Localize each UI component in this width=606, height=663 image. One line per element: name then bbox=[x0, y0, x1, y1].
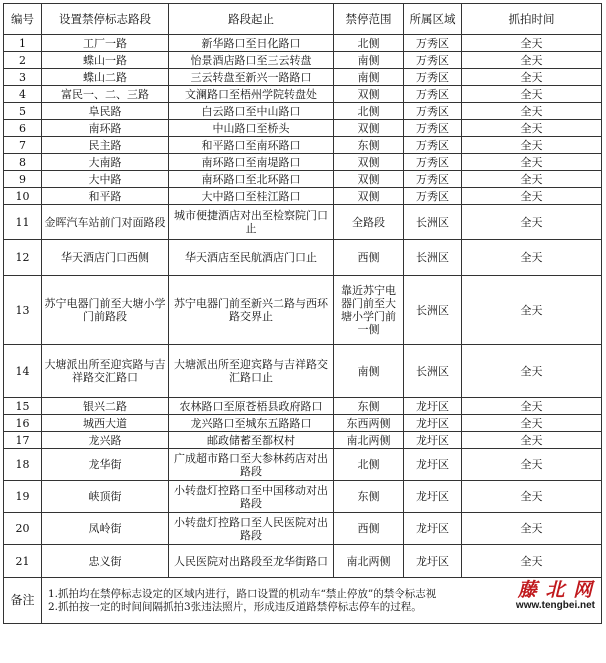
no-parking-table bbox=[3, 3, 602, 624]
note-line-1: 1.抓拍均在禁停标志设定的区域内进行，路口设置的机动车“禁止停放”的禁令标志视 bbox=[48, 587, 437, 600]
cell-time: 全天 bbox=[462, 345, 602, 398]
cell-road: 城西大道 bbox=[42, 415, 169, 432]
cell-road: 大塘派出所至迎宾路与吉祥路交汇路口 bbox=[42, 345, 169, 398]
cell-road: 蝶山二路 bbox=[42, 69, 169, 86]
cell-time: 全天 bbox=[462, 86, 602, 103]
cell-district: 万秀区 bbox=[404, 69, 462, 86]
cell-time: 全天 bbox=[462, 205, 602, 240]
cell-time: 全天 bbox=[462, 449, 602, 481]
cell-time: 全天 bbox=[462, 240, 602, 276]
cell-scope: 双侧 bbox=[334, 86, 404, 103]
cell-time: 全天 bbox=[462, 276, 602, 345]
table-row bbox=[4, 86, 602, 103]
cell-district: 龙圩区 bbox=[404, 513, 462, 545]
cell-segment: 大中路口至桂江路口 bbox=[169, 188, 334, 205]
cell-road: 蝶山一路 bbox=[42, 52, 169, 69]
cell-num: 13 bbox=[4, 276, 42, 345]
watermark-logo: 藤 北 网 bbox=[517, 579, 594, 601]
cell-district: 万秀区 bbox=[404, 137, 462, 154]
header-time: 抓拍时间 bbox=[462, 4, 602, 35]
cell-segment: 小转盘灯控路口至人民医院对出路段 bbox=[169, 513, 334, 545]
cell-segment: 和平路口至南环路口 bbox=[169, 137, 334, 154]
cell-segment: 南环路口至北环路口 bbox=[169, 171, 334, 188]
cell-scope: 南侧 bbox=[334, 52, 404, 69]
cell-road: 龙华街 bbox=[42, 449, 169, 481]
cell-segment: 城市便捷酒店对出至检察院门口止 bbox=[169, 205, 334, 240]
table-row bbox=[4, 171, 602, 188]
cell-scope: 西侧 bbox=[334, 240, 404, 276]
cell-segment: 农林路口至原苍梧县政府路口 bbox=[169, 398, 334, 415]
cell-road: 大南路 bbox=[42, 154, 169, 171]
header-district: 所属区域 bbox=[404, 4, 462, 35]
cell-road: 南环路 bbox=[42, 120, 169, 137]
table-row bbox=[4, 205, 602, 240]
cell-time: 全天 bbox=[462, 154, 602, 171]
cell-num: 19 bbox=[4, 481, 42, 513]
cell-road: 峡顶街 bbox=[42, 481, 169, 513]
cell-scope: 双侧 bbox=[334, 154, 404, 171]
cell-segment: 文澜路口至梧州学院转盘处 bbox=[169, 86, 334, 103]
cell-scope: 南北两侧 bbox=[334, 432, 404, 449]
cell-district: 万秀区 bbox=[404, 188, 462, 205]
table-row bbox=[4, 137, 602, 154]
cell-num: 2 bbox=[4, 52, 42, 69]
cell-segment: 广成超市路口至大参林药店对出路段 bbox=[169, 449, 334, 481]
table-row bbox=[4, 415, 602, 432]
header-segment: 路段起止 bbox=[169, 4, 334, 35]
cell-scope: 北侧 bbox=[334, 103, 404, 120]
cell-road: 龙兴路 bbox=[42, 432, 169, 449]
cell-segment: 中山路口至桥头 bbox=[169, 120, 334, 137]
table-row bbox=[4, 188, 602, 205]
cell-scope: 全路段 bbox=[334, 205, 404, 240]
cell-segment: 怡景酒店路口至三云转盘 bbox=[169, 52, 334, 69]
table-row bbox=[4, 481, 602, 513]
cell-num: 6 bbox=[4, 120, 42, 137]
cell-road: 忠义街 bbox=[42, 545, 169, 578]
cell-district: 万秀区 bbox=[404, 103, 462, 120]
cell-scope: 北侧 bbox=[334, 35, 404, 52]
cell-district: 龙圩区 bbox=[404, 449, 462, 481]
cell-scope: 南侧 bbox=[334, 69, 404, 86]
table-row bbox=[4, 120, 602, 137]
cell-road: 阜民路 bbox=[42, 103, 169, 120]
cell-num: 8 bbox=[4, 154, 42, 171]
cell-scope: 东侧 bbox=[334, 137, 404, 154]
table-row bbox=[4, 240, 602, 276]
header-road: 设置禁停标志路段 bbox=[42, 4, 169, 35]
cell-num: 21 bbox=[4, 545, 42, 578]
cell-district: 龙圩区 bbox=[404, 481, 462, 513]
cell-num: 9 bbox=[4, 171, 42, 188]
cell-num: 20 bbox=[4, 513, 42, 545]
cell-road: 民主路 bbox=[42, 137, 169, 154]
cell-num: 15 bbox=[4, 398, 42, 415]
header-num: 编号 bbox=[4, 4, 42, 35]
note-line-2: 2.抓拍按一定的时间间隔抓拍3张违法照片，形成违反道路禁停标志停车的过程。 bbox=[48, 600, 422, 613]
cell-road: 大中路 bbox=[42, 171, 169, 188]
table-row bbox=[4, 513, 602, 545]
cell-scope: 双侧 bbox=[334, 120, 404, 137]
cell-district: 万秀区 bbox=[404, 86, 462, 103]
notes-row bbox=[4, 578, 602, 624]
cell-road: 和平路 bbox=[42, 188, 169, 205]
table-row bbox=[4, 545, 602, 578]
cell-district: 龙圩区 bbox=[404, 398, 462, 415]
notes-content bbox=[42, 578, 602, 624]
cell-road: 华天酒店门口西侧 bbox=[42, 240, 169, 276]
table-row bbox=[4, 345, 602, 398]
cell-time: 全天 bbox=[462, 103, 602, 120]
cell-segment: 人民医院对出路段至龙华街路口 bbox=[169, 545, 334, 578]
cell-num: 10 bbox=[4, 188, 42, 205]
watermark-url: www.tengbei.net bbox=[515, 600, 595, 611]
cell-segment: 南环路口至南堤路口 bbox=[169, 154, 334, 171]
cell-num: 16 bbox=[4, 415, 42, 432]
cell-segment: 小转盘灯控路口至中国移动对出路段 bbox=[169, 481, 334, 513]
cell-scope: 双侧 bbox=[334, 171, 404, 188]
cell-district: 万秀区 bbox=[404, 52, 462, 69]
table-row bbox=[4, 449, 602, 481]
cell-num: 17 bbox=[4, 432, 42, 449]
cell-district: 万秀区 bbox=[404, 35, 462, 52]
table-body bbox=[4, 35, 602, 578]
cell-num: 11 bbox=[4, 205, 42, 240]
cell-district: 龙圩区 bbox=[404, 545, 462, 578]
cell-scope: 西侧 bbox=[334, 513, 404, 545]
cell-time: 全天 bbox=[462, 513, 602, 545]
cell-segment: 华天酒店至民航酒店门口止 bbox=[169, 240, 334, 276]
header-row bbox=[4, 4, 602, 35]
cell-scope: 北侧 bbox=[334, 449, 404, 481]
notes-label: 备注 bbox=[4, 578, 42, 624]
cell-num: 7 bbox=[4, 137, 42, 154]
cell-road: 金晖汽车站前门对面路段 bbox=[42, 205, 169, 240]
table-row bbox=[4, 154, 602, 171]
cell-district: 长洲区 bbox=[404, 240, 462, 276]
cell-time: 全天 bbox=[462, 171, 602, 188]
table-row bbox=[4, 69, 602, 86]
cell-time: 全天 bbox=[462, 188, 602, 205]
cell-district: 龙圩区 bbox=[404, 432, 462, 449]
cell-num: 4 bbox=[4, 86, 42, 103]
cell-road: 银兴二路 bbox=[42, 398, 169, 415]
cell-scope: 双侧 bbox=[334, 188, 404, 205]
cell-segment: 苏宁电器门前至新兴二路与西环路交界止 bbox=[169, 276, 334, 345]
header-scope: 禁停范围 bbox=[334, 4, 404, 35]
cell-time: 全天 bbox=[462, 398, 602, 415]
cell-num: 14 bbox=[4, 345, 42, 398]
table-row bbox=[4, 35, 602, 52]
cell-road: 苏宁电器门前至大塘小学门前路段 bbox=[42, 276, 169, 345]
cell-time: 全天 bbox=[462, 545, 602, 578]
cell-time: 全天 bbox=[462, 120, 602, 137]
cell-num: 3 bbox=[4, 69, 42, 86]
cell-scope: 靠近苏宁电器门前至大塘小学门前一侧 bbox=[334, 276, 404, 345]
cell-segment: 大塘派出所至迎宾路与吉祥路交汇路口止 bbox=[169, 345, 334, 398]
cell-time: 全天 bbox=[462, 137, 602, 154]
cell-time: 全天 bbox=[462, 481, 602, 513]
table-row bbox=[4, 52, 602, 69]
cell-road: 工厂一路 bbox=[42, 35, 169, 52]
cell-num: 5 bbox=[4, 103, 42, 120]
cell-scope: 南侧 bbox=[334, 345, 404, 398]
cell-road: 富民一、二、三路 bbox=[42, 86, 169, 103]
table-row bbox=[4, 432, 602, 449]
cell-segment: 龙兴路口至城东五路路口 bbox=[169, 415, 334, 432]
cell-district: 万秀区 bbox=[404, 120, 462, 137]
cell-time: 全天 bbox=[462, 432, 602, 449]
cell-segment: 邮政储蓄至都权村 bbox=[169, 432, 334, 449]
cell-district: 长洲区 bbox=[404, 205, 462, 240]
cell-time: 全天 bbox=[462, 415, 602, 432]
cell-time: 全天 bbox=[462, 69, 602, 86]
cell-district: 长洲区 bbox=[404, 276, 462, 345]
cell-segment: 新华路口至日化路口 bbox=[169, 35, 334, 52]
cell-scope: 东侧 bbox=[334, 398, 404, 415]
cell-district: 万秀区 bbox=[404, 154, 462, 171]
cell-segment: 白云路口至中山路口 bbox=[169, 103, 334, 120]
table-row bbox=[4, 103, 602, 120]
cell-time: 全天 bbox=[462, 35, 602, 52]
cell-num: 1 bbox=[4, 35, 42, 52]
table-row bbox=[4, 398, 602, 415]
cell-num: 12 bbox=[4, 240, 42, 276]
cell-scope: 南北两侧 bbox=[334, 545, 404, 578]
cell-num: 18 bbox=[4, 449, 42, 481]
cell-scope: 东侧 bbox=[334, 481, 404, 513]
cell-district: 龙圩区 bbox=[404, 415, 462, 432]
cell-time: 全天 bbox=[462, 52, 602, 69]
cell-district: 万秀区 bbox=[404, 171, 462, 188]
cell-road: 凤岭街 bbox=[42, 513, 169, 545]
table-row bbox=[4, 276, 602, 345]
cell-segment: 三云转盘至新兴一路路口 bbox=[169, 69, 334, 86]
cell-district: 长洲区 bbox=[404, 345, 462, 398]
cell-scope: 东西两侧 bbox=[334, 415, 404, 432]
